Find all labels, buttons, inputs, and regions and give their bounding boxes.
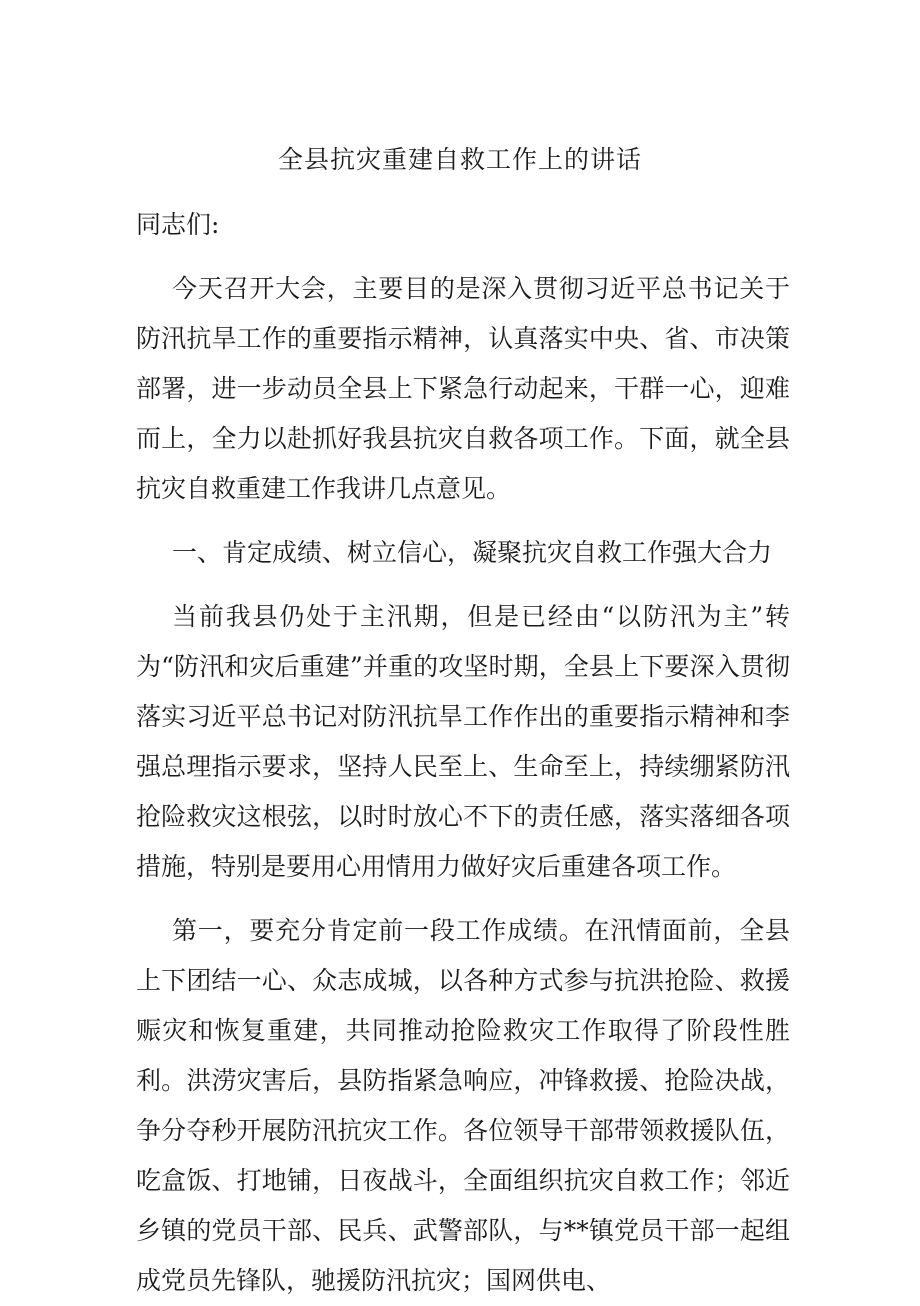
salutation: 同志们: [136, 210, 220, 239]
paragraph-current-situation: 当前我县仍处于主汛期，但是已经由“以防汛为主”转为“防汛和灾后重建”并重的攻坚时期，全县上下要深入贯彻落实习近平总书记对防汛抗旱工作作出的重要指示精神和李强总理指示要求，坚持人民至上、生命至上，持续绷紧防汛抢险救灾这根弦，以时时放心不下的责任感，落实落细各项措施，特别是要用心用情用力做好灾后重建各项工作。 [136, 602, 790, 881]
document-body [136, 200, 790, 1306]
paragraph-first-point: 第一，要充分肯定前一段工作成绩。在汛情面前，全县上下团结一心、众志成城，以各种方式参与抗洪抢险、救援赈灾和恢复重建，共同推动抢险救灾工作取得了阶段性胜利。洪涝灾害后，县防指紧急响应，冲锋救援、抢险决战，争分夺秒开展防汛抗灾工作。各位领导干部带领救援队伍，吃盒饭、打地铺，日夜战斗，全面组织抗灾自救工作；邻近乡镇的党员干部、民兵、武警部队，与**镇党员干部一起组成党员先锋队，驰援防汛抗灾；国网供电、 [136, 916, 790, 1295]
section-heading-1: 一、肯定成绩、树立信心，凝聚抗灾自救工作强大合力 [172, 538, 773, 567]
document-title: 全县抗灾重建自救工作上的讲话 [277, 145, 642, 174]
paragraph-intro: 今天召开大会，主要目的是深入贯彻习近平总书记关于防汛抗旱工作的重要指示精神，认真落实中央、省、市决策部署，进一步动员全县上下紧急行动起来，干群一心，迎难而上，全力以赴抓好我县抗灾自救各项工作。下面，就全县抗灾自救重建工作我讲几点意见。 [136, 274, 790, 503]
